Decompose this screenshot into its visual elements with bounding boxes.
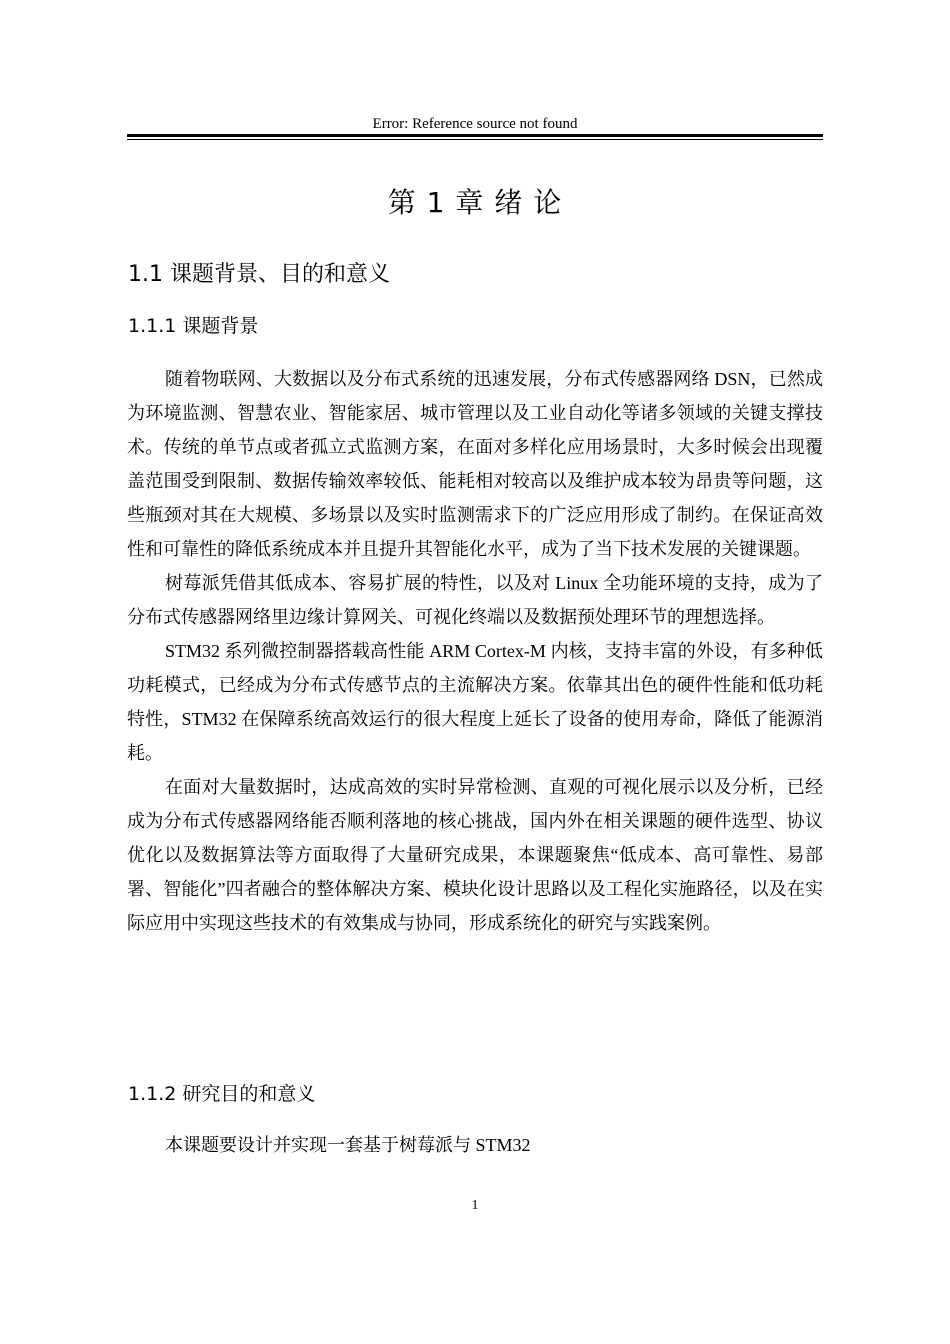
- paragraph: STM32 系列微控制器搭载高性能 ARM Cortex-M 内核，支持丰富的外设，有多种低功耗模式，已经成为分布式传感节点的主流解决方案。依靠其出色的硬件性能和低功耗特性，STM32 在保障系统高效运行的很大程度上延长了设备的使用寿命，降低了能源消耗。: [127, 641, 823, 763]
- section-heading-1-1: 1.1 课题背景、目的和意义: [128, 262, 390, 287]
- paragraph: 树莓派凭借其低成本、容易扩展的特性，以及对 Linux 全功能环境的支持，成为了分布式传感器网络里边缘计算网关、可视化终端以及数据预处理环节的理想选择。: [127, 573, 823, 627]
- subsection-heading-1-1-2: 1.1.2 研究目的和意义: [128, 1083, 316, 1105]
- header-rule-thick: [127, 134, 823, 137]
- paragraph: 本课题要设计并实现一套基于树莓派与 STM32: [165, 1135, 531, 1155]
- subsection-heading-1-1-1: 1.1.1 课题背景: [128, 315, 259, 337]
- section-body-1-1-1: [127, 362, 823, 940]
- chapter-title: 第 1 章 绪 论: [387, 186, 563, 219]
- paragraph: 在面对大量数据时，达成高效的实时异常检测、直观的可视化展示以及分析，已经成为分布式传感器网络能否顺利落地的核心挑战，国内外在相关课题的硬件选型、协议优化以及数据算法等方面取得了大量研究成果，本课题聚焦“低成本、高可靠性、易部署、智能化”四者融合的整体解决方案、模块化设计思路以及工程化实施路径，以及在实际应用中实现这些技术的有效集成与协同，形成系统化的研究与实践案例。: [127, 777, 823, 933]
- paragraph: 随着物联网、大数据以及分布式系统的迅速发展，分布式传感器网络 DSN，已然成为环境监测、智慧农业、智能家居、城市管理以及工业自动化等诸多领域的关键支撑技术。传统的单节点或者孤立式监测方案，在面对多样化应用场景时，大多时候会出现覆盖范围受到限制、数据传输效率较低、能耗相对较高以及维护成本较为昂贵等问题，这些瓶颈对其在大规模、多场景以及实时监测需求下的广泛应用形成了制约。在保证高效性和可靠性的降低系统成本并且提升其智能化水平，成为了当下技术发展的关键课题。: [127, 369, 823, 559]
- header-rule-thin: [127, 139, 823, 140]
- page-number: 1: [471, 1198, 479, 1213]
- running-header: Error: Reference source not found: [372, 116, 578, 132]
